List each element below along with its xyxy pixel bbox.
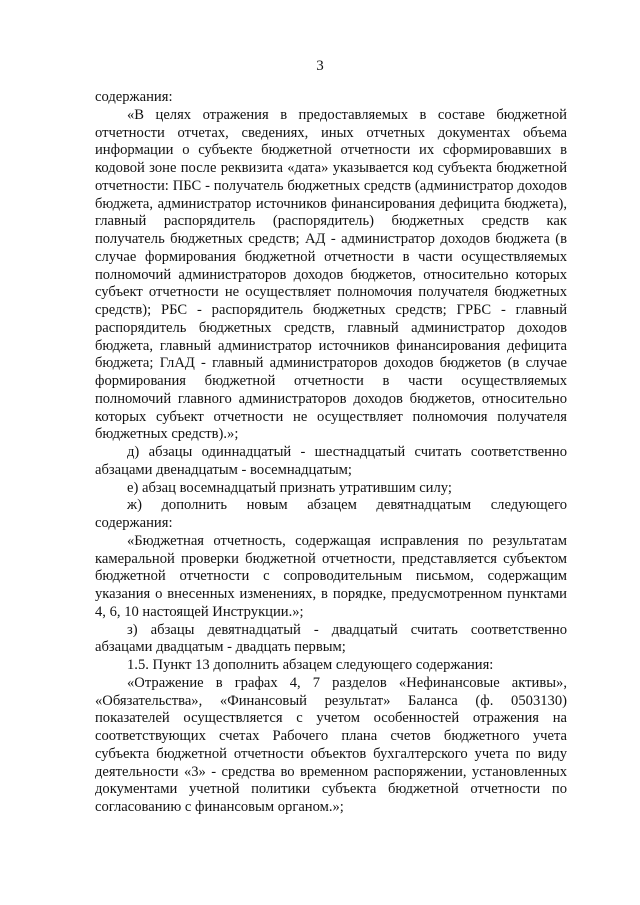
paragraph-intro: содержания: (95, 89, 173, 105)
paragraph-item-e: е) абзац восемнадцатый признать утратившим силу; (127, 479, 452, 496)
paragraph-item-z: з) абзацы девятнадцатый - двадцатый считать соответственно абзацами двадцатым - двадцать первым; (95, 621, 567, 656)
document-body (95, 89, 567, 817)
paragraph-item-d: д) абзацы одиннадцатый - шестнадцатый считать соответственно абзацами двенадцатым - восемнадцатым; (95, 444, 567, 478)
paragraph-subject-codes: «В целях отражения в предоставляемых в составе бюджетной отчетности отчетах, сведениях, иных отчетных документах объема информации о субъекте бюджетной отчетности их сформировавших в кодовой зоне после реквизита «дата» указывается код субъекта бюджетной отчетности: ПБС - получатель бюджетных средств (администратор доходов бюджета, администратор источников финансирования дефицита бюджета), главный распорядитель (распорядитель) бюджетных средств как получатель бюджетных средств; АД - администратор доходов бюджета (в случае формирования бюджетной отчетности в части осуществляемых полномочий администраторов доходов бюджетов, относительно которых субъект отчетности не осуществляет полномочия получателя бюджетных средств); РБС - распорядитель бюджетных средств; ГРБС - главный распорядитель бюджетных средств, главный администратор доходов бюджета, главный администратор источников финансирования дефицита бюджета; ГлАД - главный администраторов доходов бюджетов (в случае формирования бюджетной отчетности в части осуществляемых полномочий главного администраторов доходов бюджетов, относительно которых субъект отчетности не осуществляет полномочия получателя бюджетных средств).»; (95, 106, 567, 443)
paragraph-clause-1-5: 1.5. Пункт 13 дополнить абзацем следующего содержания: (127, 657, 494, 673)
page-number: 3 (316, 58, 324, 74)
paragraph-balance-reflection: «Отражение в графах 4, 7 разделов «Нефинансовые активы», «Обязательства», «Финансовый результат» Баланса (ф. 0503130) показателей осуществляется с учетом особенностей отражения на соответствующих счетах Рабочего плана счетов бюджетного учета субъекта бюджетной отчетности объектов бухгалтерского учета по виду деятельности «3» - средства во временном распоряжении, установленных документами учетной политики субъекта бюджетной отчетности по согласованию с финансовым органом.»; (95, 674, 567, 815)
paragraph-item-zh: ж) дополнить новым абзацем девятнадцатым следующего содержания: (95, 497, 567, 531)
paragraph-corrections: «Бюджетная отчетность, содержащая исправления по результатам камеральной проверки бюджетной отчетности, представляется субъектом бюджетной отчетности с сопроводительным письмом, содержащим указания о внесенных изменениях, в порядке, предусмотренном пунктами 4, 6, 10 настоящей Инструкции.»; (95, 532, 567, 620)
